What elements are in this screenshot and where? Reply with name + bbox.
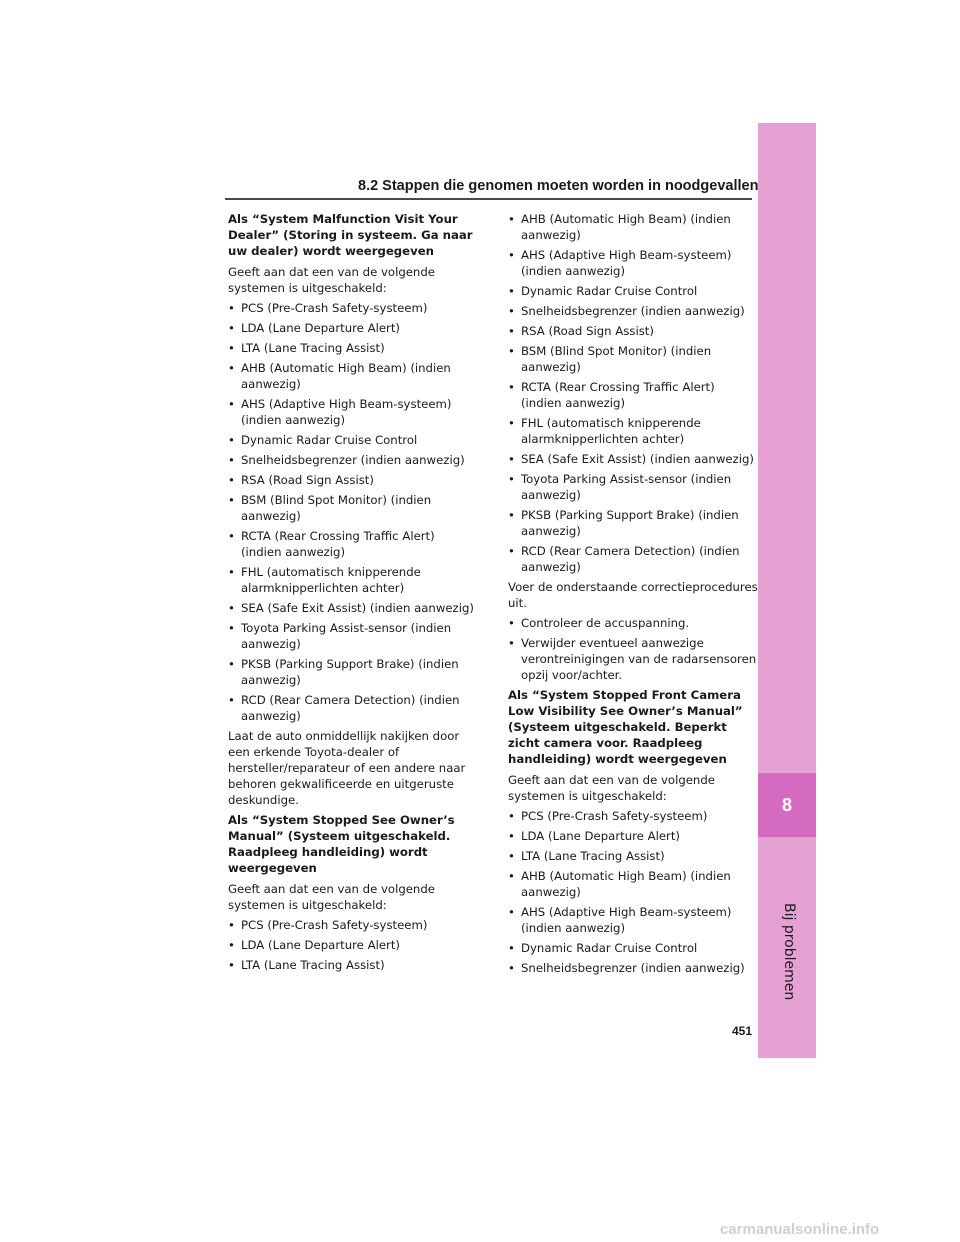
section-heading: Als “System Stopped Front Camera Low Visibility See Owner’s Manual” (Systeem uitgeschakeld. Beperkt zicht camera voor. Raadpleeg handleiding) wordt weergegeven — [508, 688, 743, 766]
bullet-text: RSA (Road Sign Assist) — [521, 324, 654, 338]
bullet-icon: • — [508, 829, 515, 843]
bullet-text: LDA (Lane Departure Alert) — [521, 829, 680, 843]
bullet-icon: • — [508, 961, 515, 975]
bullet-item — [508, 247, 758, 279]
bullet-icon: • — [228, 301, 235, 315]
bullet-item — [508, 904, 758, 936]
bullet-text: AHB (Automatic High Beam) (indien aanwezig) — [521, 212, 731, 242]
bullet-item — [508, 615, 758, 631]
bullet-text: LDA (Lane Departure Alert) — [241, 938, 400, 952]
bullet-icon: • — [508, 849, 515, 863]
bullet-text: Snelheidsbegrenzer (indien aanwezig) — [521, 961, 745, 975]
bullet-item — [508, 868, 758, 900]
bullet-item — [508, 471, 758, 503]
bullet-icon: • — [228, 397, 235, 411]
bullet-text: SEA (Safe Exit Assist) (indien aanwezig) — [241, 601, 474, 615]
bullet-item — [228, 564, 478, 596]
bullet-text: RCTA (Rear Crossing Traffic Alert) (indien aanwezig) — [241, 529, 435, 559]
bullet-text: SEA (Safe Exit Assist) (indien aanwezig) — [521, 452, 754, 466]
bullet-icon: • — [508, 416, 515, 430]
bullet-icon: • — [508, 284, 515, 298]
bullet-item — [508, 303, 758, 319]
bullet-text: Toyota Parking Assist-sensor (indien aanwezig) — [521, 472, 732, 502]
bullet-item — [228, 957, 478, 973]
chapter-side-tab — [758, 123, 816, 1058]
bullet-text: RCD (Rear Camera Detection) (indien aanwezig) — [521, 544, 740, 574]
bullet-item — [508, 283, 758, 299]
bullet-icon: • — [508, 508, 515, 522]
header-divider — [225, 198, 752, 200]
bullet-text: AHS (Adaptive High Beam-systeem) (indien aanwezig) — [241, 397, 452, 427]
bullet-icon: • — [228, 493, 235, 507]
bullet-item — [508, 211, 758, 243]
section-heading: Als “System Stopped See Owner’s Manual” (Systeem uitgeschakeld. Raadpleeg handleiding) wordt weergegeven — [228, 813, 455, 875]
bullet-icon: • — [228, 433, 235, 447]
bullet-text: Snelheidsbegrenzer (indien aanwezig) — [521, 304, 745, 318]
bullet-text: BSM (Blind Spot Monitor) (indien aanwezig) — [521, 344, 712, 374]
bullet-item — [508, 343, 758, 375]
bullet-item — [228, 937, 478, 953]
bullet-icon: • — [508, 472, 515, 486]
bullet-icon: • — [508, 544, 515, 558]
bullet-item — [508, 323, 758, 339]
chapter-label: Bij problemen — [781, 903, 797, 1001]
bullet-icon: • — [508, 636, 515, 650]
bullet-text: RSA (Road Sign Assist) — [241, 473, 374, 487]
bullet-item — [508, 828, 758, 844]
right-column — [508, 211, 758, 980]
chapter-number-box — [758, 773, 816, 837]
bullet-icon: • — [228, 657, 235, 671]
bullet-icon: • — [228, 321, 235, 335]
section-heading: Als “System Malfunction Visit Your Dealer” (Storing in systeem. Ga naar uw dealer) wordt weergegeven — [228, 212, 473, 258]
bullet-item — [228, 300, 478, 316]
bullet-item — [508, 960, 758, 976]
bullet-item — [508, 543, 758, 575]
bullet-icon: • — [228, 918, 235, 932]
bullet-item — [508, 848, 758, 864]
bullet-text: FHL (automatisch knipperende alarmknipperlichten achter) — [521, 416, 701, 446]
watermark: carmanualsonline.info — [720, 1221, 880, 1238]
bullet-icon: • — [508, 941, 515, 955]
bullet-item — [508, 940, 758, 956]
bullet-text: AHS (Adaptive High Beam-systeem) (indien aanwezig) — [521, 905, 732, 935]
bullet-text: Dynamic Radar Cruise Control — [521, 284, 698, 298]
bullet-text: AHB (Automatic High Beam) (indien aanwezig) — [521, 869, 731, 899]
bullet-text: FHL (automatisch knipperende alarmknipperlichten achter) — [241, 565, 421, 595]
bullet-icon: • — [228, 453, 235, 467]
bullet-icon: • — [228, 621, 235, 635]
bullet-item — [228, 620, 478, 652]
bullet-icon: • — [228, 565, 235, 579]
left-column — [228, 211, 478, 977]
bullet-item — [228, 528, 478, 560]
bullet-item — [508, 451, 758, 467]
bullet-text: RCTA (Rear Crossing Traffic Alert) (indien aanwezig) — [521, 380, 715, 410]
bullet-text: PCS (Pre-Crash Safety-systeem) — [241, 301, 428, 315]
bullet-item — [228, 692, 478, 724]
section-title: 8.2 Stappen die genomen moeten worden in noodgevallen — [358, 178, 759, 194]
bullet-icon: • — [228, 938, 235, 952]
bullet-item — [228, 472, 478, 488]
body-paragraph: Geeft aan dat een van de volgende systemen is uitgeschakeld: — [508, 773, 715, 803]
body-paragraph: Laat de auto onmiddellijk nakijken door een erkende Toyota-dealer of hersteller/reparateur of een andere naar behoren gekwalificeerde en uitgeruste deskundige. — [228, 729, 466, 807]
bullet-text: LTA (Lane Tracing Assist) — [521, 849, 665, 863]
bullet-text: LTA (Lane Tracing Assist) — [241, 958, 385, 972]
bullet-text: PKSB (Parking Support Brake) (indien aanwezig) — [241, 657, 459, 687]
bullet-icon: • — [508, 304, 515, 318]
bullet-icon: • — [508, 616, 515, 630]
bullet-text: Controleer de accuspanning. — [521, 616, 690, 630]
page-number: 451 — [731, 1024, 752, 1038]
bullet-icon: • — [508, 905, 515, 919]
bullet-item — [228, 340, 478, 356]
chapter-number: 8 — [781, 795, 792, 815]
bullet-icon: • — [508, 212, 515, 226]
bullet-text: BSM (Blind Spot Monitor) (indien aanwezig) — [241, 493, 432, 523]
bullet-icon: • — [228, 958, 235, 972]
bullet-icon: • — [508, 869, 515, 883]
bullet-text: RCD (Rear Camera Detection) (indien aanwezig) — [241, 693, 460, 723]
bullet-item — [228, 320, 478, 336]
bullet-text: AHS (Adaptive High Beam-systeem) (indien aanwezig) — [521, 248, 732, 278]
bullet-item — [228, 917, 478, 933]
bullet-icon: • — [228, 473, 235, 487]
bullet-icon: • — [228, 361, 235, 375]
bullet-text: PKSB (Parking Support Brake) (indien aanwezig) — [521, 508, 739, 538]
bullet-item — [228, 600, 478, 616]
bullet-text: PCS (Pre-Crash Safety-systeem) — [241, 918, 428, 932]
bullet-text: Dynamic Radar Cruise Control — [521, 941, 698, 955]
body-paragraph: Voer de onderstaande correctieprocedures uit. — [508, 580, 758, 610]
body-paragraph: Geeft aan dat een van de volgende systemen is uitgeschakeld: — [228, 265, 435, 295]
bullet-item — [508, 415, 758, 447]
bullet-item — [508, 507, 758, 539]
bullet-icon: • — [228, 529, 235, 543]
bullet-text: LTA (Lane Tracing Assist) — [241, 341, 385, 355]
bullet-text: Snelheidsbegrenzer (indien aanwezig) — [241, 453, 465, 467]
bullet-text: Toyota Parking Assist-sensor (indien aanwezig) — [241, 621, 452, 651]
bullet-text: PCS (Pre-Crash Safety-systeem) — [521, 809, 708, 823]
bullet-text: Verwijder eventueel aanwezige verontreinigingen van de radarsensoren opzij voor/achter. — [521, 636, 757, 682]
bullet-item — [508, 808, 758, 824]
bullet-item — [228, 432, 478, 448]
bullet-item — [228, 492, 478, 524]
bullet-icon: • — [508, 452, 515, 466]
bullet-item — [228, 360, 478, 392]
bullet-icon: • — [508, 248, 515, 262]
bullet-item — [228, 452, 478, 468]
bullet-text: AHB (Automatic High Beam) (indien aanwezig) — [241, 361, 451, 391]
bullet-icon: • — [228, 693, 235, 707]
bullet-icon: • — [508, 344, 515, 358]
bullet-icon: • — [228, 341, 235, 355]
bullet-item — [508, 379, 758, 411]
bullet-icon: • — [228, 601, 235, 615]
bullet-text: Dynamic Radar Cruise Control — [241, 433, 418, 447]
bullet-text: LDA (Lane Departure Alert) — [241, 321, 400, 335]
bullet-icon: • — [508, 324, 515, 338]
bullet-icon: • — [508, 380, 515, 394]
body-paragraph: Geeft aan dat een van de volgende systemen is uitgeschakeld: — [228, 882, 435, 912]
bullet-item — [228, 656, 478, 688]
bullet-item — [508, 635, 758, 683]
bullet-icon: • — [508, 809, 515, 823]
bullet-item — [228, 396, 478, 428]
